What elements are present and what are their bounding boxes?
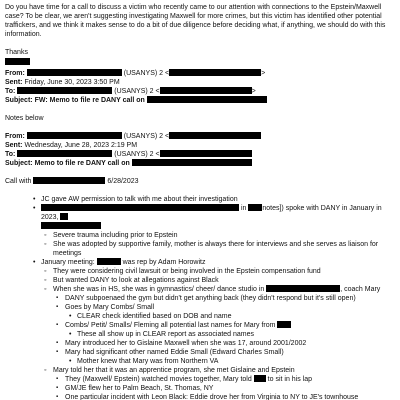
to-label: To: [5,88,16,95]
list-item: • in notes]) spoke with DANY in January in 2023, ◦ Severe trauma including prior to Epstein ◦ She was adopted by supportive family, mother is always there for interviews and she serves as liaison for meetings [41,204,395,258]
subject-label: Subject: [5,160,33,167]
call-line: Call with 6/28/2023 [5,178,139,185]
notes-below-text: Notes below [5,115,44,122]
list-item: • Mother knew that Mary was from Northern VA [77,357,395,366]
sent-value: Wednesday, June 28, 2023 2:19 PM [24,142,138,149]
email-header-2 [5,132,395,168]
sent-label: Sent: [5,142,23,149]
list-item: • These all show up in CLEAR report as associated names [77,330,395,339]
call-date: 6/28/2023 [107,178,139,185]
redaction [17,87,112,94]
list-item: ▪ GM/JE flew her to Palm Beach, St. Thomas, NY [65,384,395,393]
redaction [27,132,122,139]
list-item: ◦ She was adopted by supportive family, mother is always there for interviews and she serves as liaison for meetings [53,240,395,258]
list-item: ▪ DANY subpoenaed the gym but didn't get anything back (they didn't respond but it's still open) [65,294,395,303]
from-label: From: [5,70,25,77]
redaction [160,150,252,157]
intro-paragraph: Do you have time for a call to discuss a victim who recently came to our attention with connections to the Epstein/Maxwell case? To be clear, we aren't suggesting investigating Maxwell for more crimes, but this victim has identified other potential traffickers, and we think it makes sense to do a bit of due diligence before deciding what, if anything, we should do with this information. [5,4,386,38]
redaction [27,69,122,76]
redaction [41,222,101,229]
list-item: • CLEAR check identified based on DOB and name [77,312,395,321]
from-value: (USANYS) 2 < [123,70,170,77]
subject-label: Subject: [5,97,33,104]
list-item: ▪ Mary had significant other named Eddie Small (Edward Charles Small) • Mother knew that Mary was from Northern VA [65,348,395,366]
redaction [33,177,105,184]
from-value: (USANYS) 2 < [123,133,170,140]
list-item: ◦ Mary told her that it was an apprentice program, she met Gislaine and Epstein ▪ They (Maxwell/ Epstein) watched movies together, Mary told to sit in his lap ▪ GM/JE flew her to Palm Beach, St. Thomas, NY ▪ One particular incident with Leon Black: Eddie drove her from Virginia to NY to JE's townhouse [53,366,395,400]
sent-value: Friday, June 30, 2023 3:50 PM [24,79,120,86]
to-value: (USANYS) 2 < [114,88,160,95]
redaction [97,258,121,265]
list-item: • JC gave AW permission to talk with me about their investigation [41,195,395,204]
redaction [169,69,261,76]
redaction [248,204,262,211]
redaction [160,87,252,94]
redaction [147,96,267,103]
thanks-text: Thanks [5,49,28,56]
notes-list [5,195,395,400]
to-value: (USANYS) 2 < [114,151,160,158]
redaction [169,132,261,139]
list-item: ◦ But wanted DANY to look at allegations against Black [53,276,395,285]
list-item: ◦ Severe trauma including prior to Epstein [53,231,395,240]
email-header-1: From: (USANYS) 2 < > Sent: Friday, June 30, 2023 3:50 PM To: (USANYS) 2 < > Subject: FW: Memo to file re DANY call on [5,70,266,104]
sent-label: Sent: [5,79,23,86]
list-item: ◦ When she was in HS, she was in gymnastics/ cheer/ dance studio in , coach Mary ▪ DANY subpoenaed the gym but didn't get anything back (they didn't respond but it's still open) ▪ Goes by Mary Combs/ Small • CLEAR check identified based on DOB and name ▪ Combs/ Petit/ Smalls/ Fleming all potential last names for Mary from • These all show up in CLEAR report as associated names ▪ Mary introduced her to Gislaine Maxwell when she was 17, around 2001/2002 ▪ Mary had significant other named Eddie Small (Edward Charles Small) • Mother knew that Mary was from Northern VA [53,285,395,366]
subject-value: Memo to file re DANY call on [34,160,130,167]
to-label: To: [5,151,16,158]
list-item: • January meeting: was rep by Adam Horowitz ◦ They were considering civil lawsuit or being involved in the Epstein compensation fund ◦ But wanted DANY to look at allegations against Black ◦ When she was in HS, she was in gymnastics/ cheer/ dance studio in , coach Mary ▪ DANY subpoenaed the gym but didn't get anything back (they didn't respond but it's still open) ▪ Goes by Mary Combs/ Small • CLEAR check identified based on DOB and name ▪ Combs/ Petit/ Smalls/ Fleming all potential last names for Mary from • These all show up in CLEAR report as associated names ▪ Mary introduced her to Gislaine Maxwell when she was 17, around 2001/2002 ▪ Mary had significant other named Eddie Small (Edward Charles Small) • Mother knew that Mary was from Northern VA ◦ Mary told her that it was an apprentice program, she met Gislaine and Epstein ▪ They (Maxwell/ Epstein) watched movies together, Mary told to sit in his lap ▪ GM/JE flew her to Palm Beach, St. Thomas, NY ▪ One particular incident with Leon Black: Eddie drove her from Virginia to NY to JE's townhouse [41,258,395,400]
list-item: ▪ They (Maxwell/ Epstein) watched movies together, Mary told to sit in his lap [65,375,395,384]
list-item: ▪ Combs/ Petit/ Smalls/ Fleming all potential last names for Mary from • These all show up in CLEAR report as associated names [65,321,395,339]
redaction [277,321,291,328]
list-item: ▪ Mary introduced her to Gislaine Maxwell when she was 17, around 2001/2002 [65,339,395,348]
signature-redaction [5,58,30,65]
redaction [266,285,340,292]
list-item: ▪ One particular incident with Leon Black: Eddie drove her from Virginia to NY to JE's townhouse [65,393,395,400]
redaction [60,213,68,220]
redaction [132,159,252,166]
list-item: ▪ Goes by Mary Combs/ Small • CLEAR check identified based on DOB and name [65,303,395,321]
subject-value: FW: Memo to file re DANY call on [34,97,145,104]
redaction [17,150,112,157]
list-item: ◦ They were considering civil lawsuit or being involved in the Epstein compensation fund [53,267,395,276]
redaction [41,204,239,211]
redaction [254,375,266,382]
from-label: From: [5,133,25,140]
